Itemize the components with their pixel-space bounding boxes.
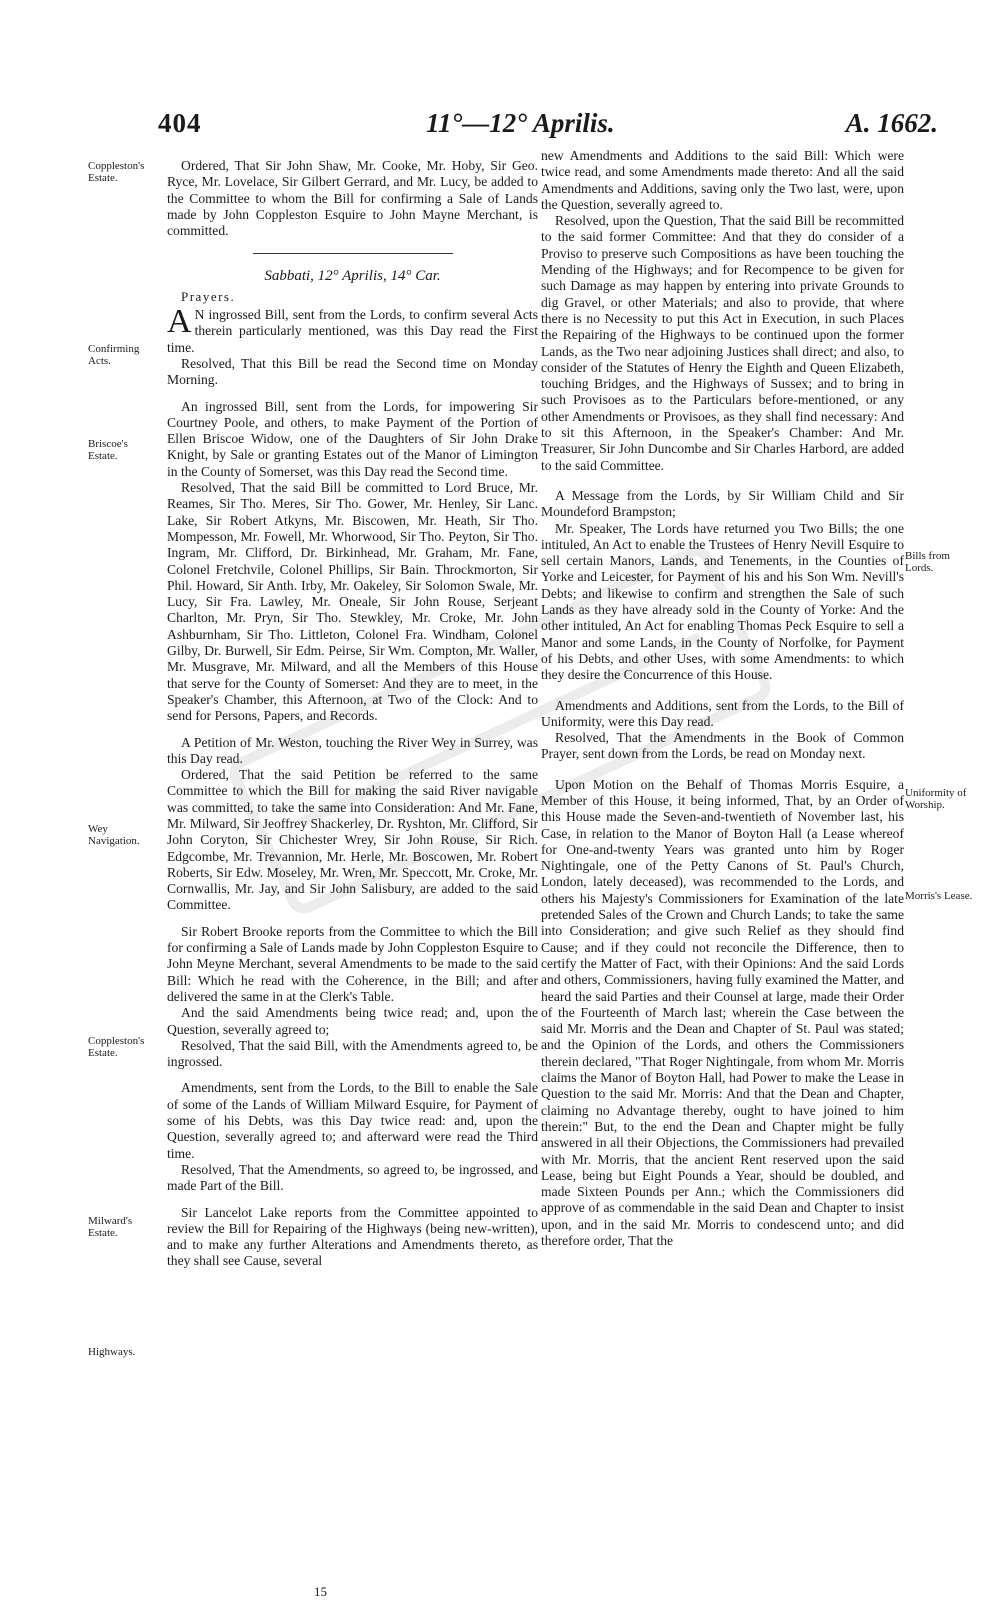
paragraph: new Amendments and Additions to the said Bill: Which were twice read, and some Amendments made thereto: And all the said Amendments and Additions, saving only the Two last, were, upon the Question, severally agreed to. — [541, 148, 904, 212]
signature-mark: 15 — [314, 1584, 327, 1599]
paragraph: An ingrossed Bill, sent from the Lords, for impowering Sir Courtney Poole, and others, to make Payment of the Portion of Ellen Briscoe Widow, one of the Daughters of Sir John Drake Knight, by Sale or granting Estates out of the Manor of Limington in the County of Somerset, was this Day read the Second time. — [167, 398, 538, 479]
margin-note-morris-lease: Morris's Lease. — [905, 890, 973, 902]
entry-wey-navigation — [167, 735, 538, 914]
header-year: A. 1662. — [845, 108, 938, 138]
paragraph: Upon Motion on the Behalf of Thomas Morris Esquire, a Member of this House, it being informed, That, by an Order of this House made the Seven-and-twentieth of November last, his Case, in relation to the Manor of Boyton Hall (a Lease whereof for One-and-twenty Years was granted unto him by Roger Nightingale, one of the Petty Canons of St. Paul's Church, London, lately deceased), was recommended to the Lords, and others his Majesty's Commissioners for Examination of the late pretended Sales of the Crown and Church Lands; to take the same into Consideration; and give such Relief as they should find Cause; and if they could not reconcile the Difference, then to certify the Matter of Fact, with their Opinions: And the said Lords and others, Commissioners, having fully examined the Matter, and heard the said Parties and their Counsel at large, made their Order of the Fourteenth of March last; wherein the Case between the said Mr. Morris and the Dean and Chapter of St. Paul was stated; and the Opinion of the Lords, and others the Commissioners therein declared, "That Roger Nightingale, from whom Mr. Morris claims the Manor of Boyton Hall, had Power to make the Lease in Question to the said Mr. Morris: And that the Dean and Chapter, claiming no Advantage thereby, ought to have joined to him therein:" But, to the end the Dean and Chapter might be fully answered in all their Objections, the Commissioners had prevailed with Mr. Morris, that the ancient Rent reserved upon the said Lease, being but Eight Pounds a Year, should be doubled, and made Sixteen Pounds per Ann.; which the Commissioners did approve of as commendable in the said Dean and Chapter to insist upon, and in the said Mr. Morris to condescend unto; and did therefore order, That the — [541, 776, 904, 1248]
entry-highways-continued — [541, 148, 904, 474]
paragraph: Sir Lancelot Lake reports from the Committee appointed to review the Bill for Repairing of the Highways (being new-written), and to make any further Alterations and Amendments thereto, as they shall see Cause, several — [167, 1204, 538, 1269]
margin-note-coppleston-2: Coppleston's Estate. — [88, 1035, 145, 1059]
paragraph-resolved: Resolved, That this Bill be read the Second time on Monday Morning. — [167, 355, 538, 388]
paragraph: A Message from the Lords, by Sir William Child and Sir Moundeford Brampston; — [541, 487, 904, 520]
margin-note-bills-from-lords: Bills from Lords. — [905, 550, 950, 574]
page-header — [158, 108, 938, 148]
margin-note-wey: Wey Navigation. — [88, 823, 140, 847]
paragraph-resolved: Resolved, That the Amendments, so agreed to, be ingrossed, and made Part of the Bill. — [167, 1161, 538, 1194]
entry-coppleston-ordered — [167, 158, 538, 239]
margin-note-confirming-acts: Confirming Acts. — [88, 343, 140, 367]
prayers-heading: Prayers. — [181, 288, 236, 304]
entry-uniformity — [541, 698, 904, 763]
day-heading: Sabbati, 12° Aprilis, 14° Car. — [264, 268, 441, 285]
paragraph: Amendments, sent from the Lords, to the Bill to enable the Sale of some of the Lands of William Milward Esquire, for Payment of some of his Debts, was this Day twice read: and, upon the Question, severally agreed to; and afterward were read the Third time. — [167, 1080, 538, 1161]
paragraph-resolved: Resolved, That the Amendments in the Book of Common Prayer, sent down from the Lords, be read on Monday next. — [541, 730, 904, 762]
paragraph: And the said Amendments being twice read; and, upon the Question, severally agreed to; — [167, 1005, 538, 1037]
header-date: 11°—12° Aprilis. — [426, 108, 615, 138]
paragraph-resolved: Resolved, That the said Bill be committed to Lord Bruce, Mr. Reames, Sir Tho. Meres, Sir Tho. Gower, Mr. Henley, Sir Lanc. Lake, Sir Robert Atkyns, Mr. Biscowen, Mr. Heath, Sir Tho. Mompesson, Mr. Fowell, Mr. Whorwood, Sir Tho. Peyton, Sir Tho. Ingram, Mr. Clifford, Dr. Birkinhead, Mr. Graham, Mr. Fane, Colonel Fretchvile, Colonel Phillips, Sir Bain. Throckmorton, Sir Phil. Howard, Sir Anth. Irby, Mr. Oakeley, Sir Solomon Swale, Mr. Lucy, Sir Fra. Lawley, Mr. Oneale, Sir John Rouse, Serjeant Charlton, Mr. Pryn, Sir Tho. Stewkley, Mr. Croke, Mr. John Ashburnham, Sir Tho. Littleton, Colonel Fra. Windham, Colonel Gilby, Dr. Burwell, Sir Edm. Peirse, Sir Wm. Compton, Mr. Waller, Mr. Musgrave, Mr. Milward, and all the Members of this House that serve for the County of Somerset: And they are to meet, in the Speaker's Chamber, this Afternoon, at Two of the Clock: And to send for Persons, Papers, and Records. — [167, 480, 538, 724]
entry-highways — [167, 1205, 538, 1270]
page-number: 404 — [158, 108, 202, 138]
margin-note-briscoe: Briscoe's Estate. — [88, 438, 128, 462]
paragraph: Mr. Speaker, The Lords have returned you Two Bills; the one intituled, An Act to enable the Trustees of Henry Nevill Esquire to sell certain Manors, Lands, and Tenements, in the Counties of Yorke and Leicester, for Payment of his and his Son Wm. Nevill's Debts; and likewise to confirm and strengthen the Sale of such Lands as they have already sold in the County of Yorke: And the other intituled, An Act for enabling Thomas Peck Esquire to sell a Manor and some Lands, in the County of Norfolke, for Payment of his Debts, and other Uses, with some Amendments: to which they desire the Concurrence of this House. — [541, 520, 904, 683]
margin-note-coppleston-1: Coppleston's Estate. — [88, 160, 145, 184]
paragraph: A Petition of Mr. Weston, touching the River Wey in Surrey, was this Day read. — [167, 734, 538, 766]
margin-note-highways: Highways. — [88, 1346, 136, 1358]
paragraph-resolved: Resolved, That the said Bill, with the Amendments agreed to, be ingrossed. — [167, 1037, 538, 1070]
margin-note-milward: Milward's Estate. — [88, 1215, 133, 1239]
right-column — [541, 148, 904, 1259]
paragraph: A N ingrossed Bill, sent from the Lords, to confirm several Acts therein particularly mentioned, was this Day read the First time. — [167, 303, 538, 355]
paragraph: Amendments and Additions, sent from the Lords, to the Bill of Uniformity, were this Day read. — [541, 697, 904, 729]
drop-cap: A — [167, 303, 192, 341]
entry-briscoe — [167, 399, 538, 725]
entry-lords-message — [541, 488, 904, 684]
section-divider — [253, 253, 453, 254]
paragraph: Sir Robert Brooke reports from the Committee to which the Bill for confirming a Sale of Lands made by John Coppleston Esquire to John Meyne Merchant, several Amendments to be made to the said Bill: Which he read with the Coherence, in the Bill; and after delivered the same in at the Clerk's Table. — [167, 923, 538, 1004]
paragraph: Ordered, That Sir John Shaw, Mr. Cooke, Mr. Hoby, Sir Geo. Ryce, Mr. Lovelace, Sir Gilbert Gerrard, and Mr. Lucy, be added to the Committee to whom the Bill for confirming a Sale of Lands made by John Coppleston Esquire to John Mayne Merchant, is committed. — [167, 158, 538, 239]
left-column — [167, 158, 538, 1280]
entry-confirming-acts — [167, 303, 538, 388]
margin-note-uniformity: Uniformity of Worship. — [905, 787, 967, 811]
entry-coppleston-report — [167, 924, 538, 1071]
entry-milward — [167, 1080, 538, 1194]
entry-morris-lease — [541, 777, 904, 1250]
paragraph-ordered: Ordered, That the said Petition be referred to the same Committee to which the Bill for making the said River navigable was committed, to take the same into Consideration: And Mr. Fane, Mr. Milward, Sir Jeoffrey Shackerley, Dr. Ryshton, Mr. Clifford, Sir John Coryton, Sir Chichester Wrey, Sir John Rouse, Sir Rich. Edgcombe, Mr. Trevannion, Mr. Herle, Mr. Boscowen, Mr. Robert Roberts, Sir Edw. Moseley, Mr. Wren, Mr. Speccott, Mr. Croke, Mr. Cornwallis, Mr. Jay, and Sir John Salisbury, are added to the said Committee. — [167, 767, 538, 913]
paragraph-resolved: Resolved, upon the Question, That the said Bill be recommitted to the said former Committee: And that they do consider of a Proviso to preserve such Compositions as have been touching the Mending of the Highways; and for Recompence to be given for such Damage as may happen by entering into private Grounds to dig Gravel, or other Materials; and also to provide, that where there is no Necessity to put this Act in Execution, in such Places the Repairing of the Highways to be continued upon the former Lands, as the Two near adjoining Justices shall direct; and also, to consider of the Statutes of Henry the Eighth and Queen Elizabeth, touching Bridges, and the Highways of Sussex; and to bring in such Provisoes as to the Particulars before-mentioned, or any other Amendments or Provisoes, as they shall find necessary: And to sit this Afternoon, in the Speaker's Chamber: And Mr. Treasurer, Sir John Duncombe and Sir Charles Harbord, are added to the said Committee. — [541, 213, 904, 473]
